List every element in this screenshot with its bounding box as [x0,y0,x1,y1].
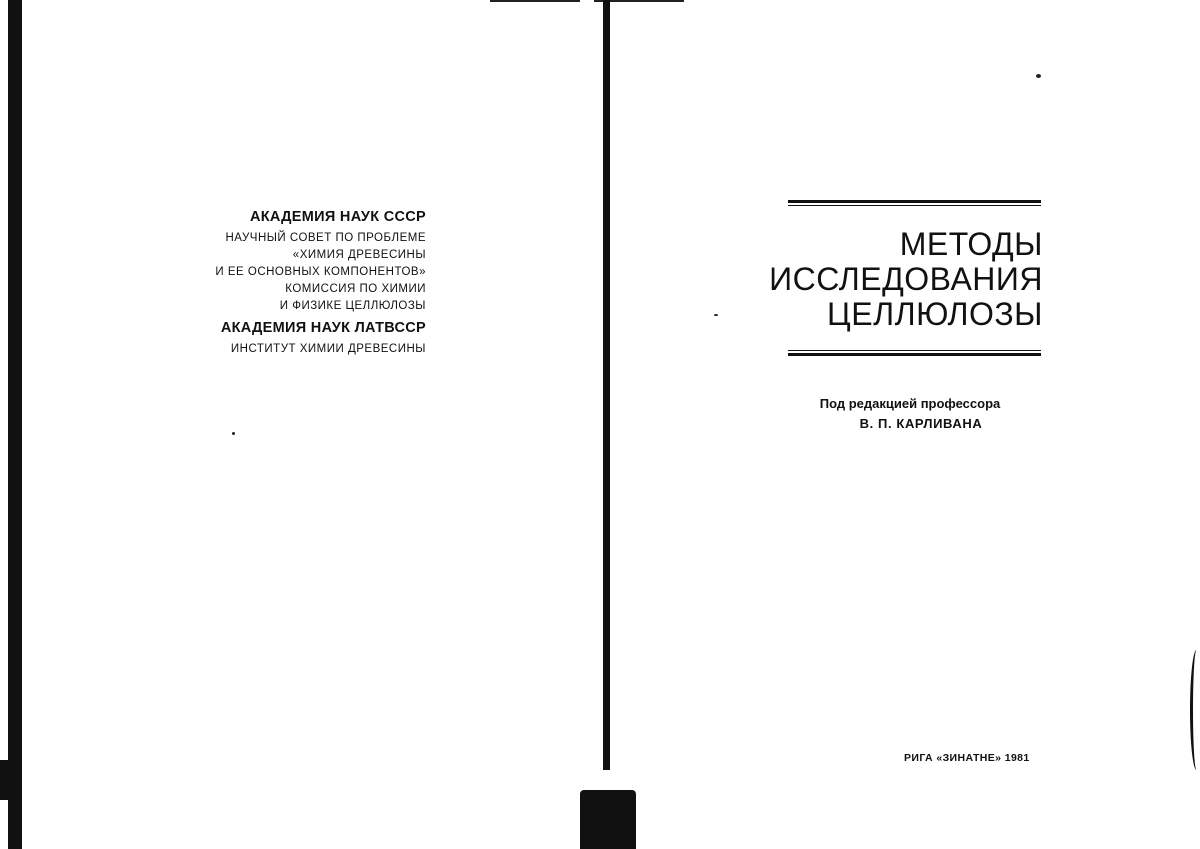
institution-title: АКАДЕМИЯ НАУК СССР [249,209,426,225]
title-rule-top [788,200,1041,207]
book-gutter [603,0,610,770]
title-line: ЦЕЛЛЮЛОЗЫ [827,296,1043,332]
council-line: И ФИЗИКЕ ЦЕЛЛЮЛОЗЫ [279,300,426,312]
scan-edge-left [8,0,22,849]
editor-name: В. П. КАРЛИВАНА [859,416,983,431]
editor-credit [790,394,1030,434]
scan-speck [232,432,235,435]
title-line: МЕТОДЫ [899,226,1043,262]
publisher-imprint: РИГА «ЗИНАТНЕ» 1981 [904,752,1030,764]
gutter-shadow [580,790,636,849]
scan-edge-left-tip [0,760,20,800]
editor-label: Под редакцией профессора [819,396,1001,411]
title-line: ИССЛЕДОВАНИЯ [769,261,1043,297]
institution-title: АКАДЕМИЯ НАУК ЛАТВССР [220,320,426,336]
council-line: И ЕЕ ОСНОВНЫХ КОМПОНЕНТОВ» [215,266,426,278]
council-line: КОМИССИЯ ПО ХИМИИ [285,283,426,295]
institute-line: ИНСТИТУТ ХИМИИ ДРЕВЕСИНЫ [230,343,426,355]
title-rule-bottom [788,350,1041,357]
council-line: НАУЧНЫЙ СОВЕТ ПО ПРОБЛЕМЕ [225,232,426,244]
scan-speck [1036,74,1041,78]
council-line: «ХИМИЯ ДРЕВЕСИНЫ [292,249,426,261]
scan-edge-right [1190,650,1200,770]
scan-speck [714,314,718,316]
scan-top-mark [490,0,580,2]
left-page-institutions [200,208,426,358]
book-title [760,227,1043,332]
